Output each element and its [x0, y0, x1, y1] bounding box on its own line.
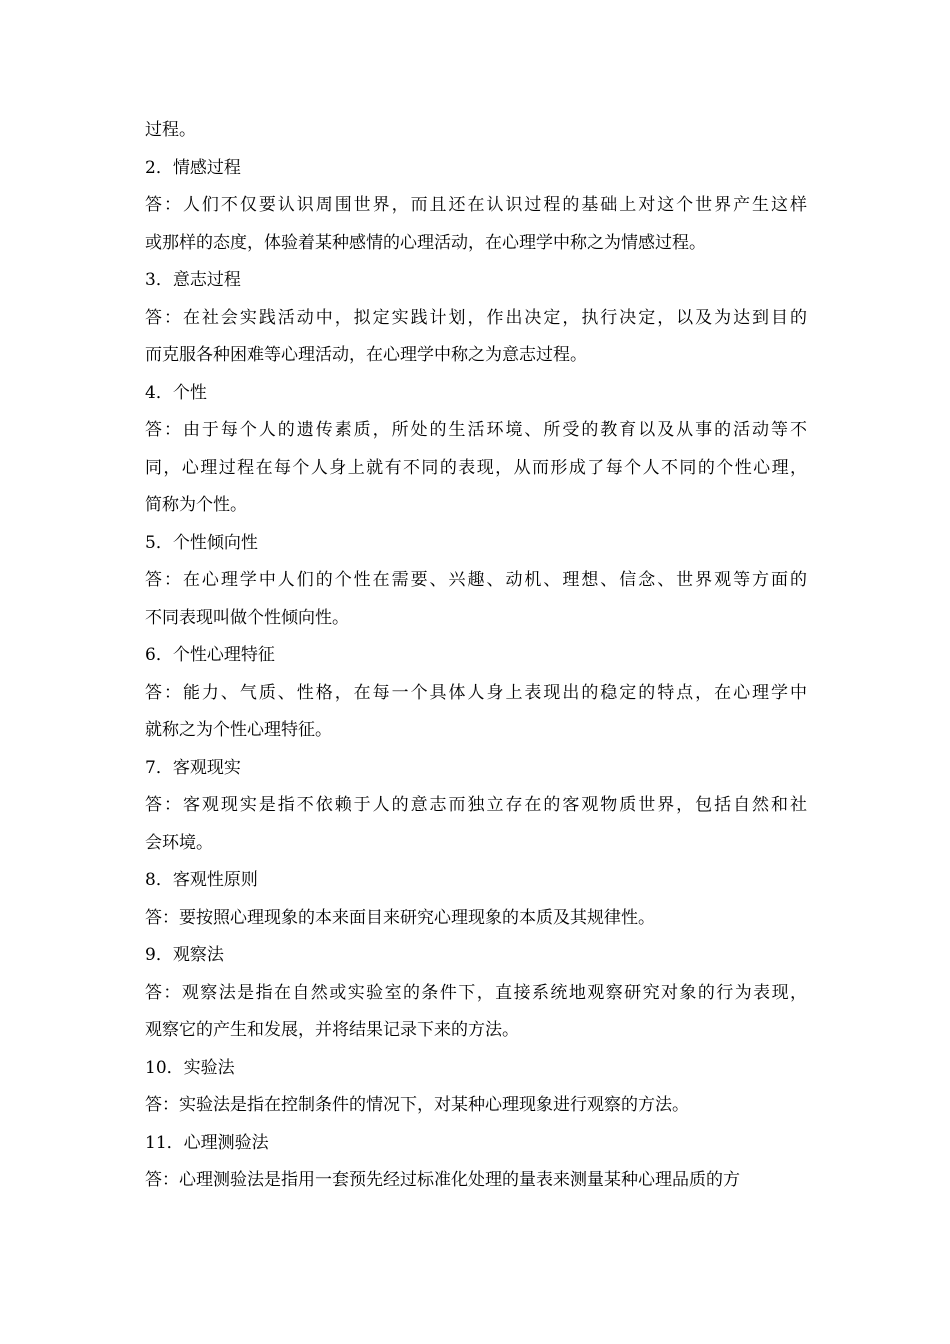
text-line: 答：人们不仅要认识周围世界，而且还在认识过程的基础上对这个世界产生这样 — [145, 195, 807, 215]
text-line: 答：在社会实践活动中，拟定实践计划，作出决定，执行决定，以及为达到目的 — [145, 307, 807, 328]
text-line: 4．个性 — [145, 382, 207, 403]
text-line: 10．实验法 — [145, 1057, 235, 1078]
text-line: 答：实验法是指在控制条件的情况下，对某种心理现象进行观察的方法。 — [145, 1095, 689, 1115]
text-line: 不同表现叫做个性倾向性。 — [145, 607, 349, 628]
text-line: 答：心理测验法是指用一套预先经过标准化处理的量表来测量某种心理品质的方 — [145, 1170, 740, 1190]
text-line: 简称为个性。 — [145, 495, 247, 515]
text-line: 就称之为个性心理特征。 — [145, 720, 332, 740]
text-line: 答：观察法是指在自然或实验室的条件下，直接系统地观察研究对象的行为表现， — [145, 982, 807, 1003]
text-line: 6．个性心理特征 — [145, 645, 275, 665]
text-line: 或那样的态度，体验着某种感情的心理活动，在心理学中称之为情感过程。 — [145, 232, 706, 253]
text-line: 3．意志过程 — [145, 270, 241, 290]
text-line: 5．个性倾向性 — [145, 532, 258, 553]
text-line: 答：由于每个人的遗传素质，所处的生活环境、所受的教育以及从事的活动等不 — [145, 420, 807, 440]
text-line: 答：客观现实是指不依赖于人的意志而独立存在的客观物质世界，包括自然和社 — [145, 795, 807, 815]
text-line: 答：要按照心理现象的本来面目来研究心理现象的本质及其规律性。 — [145, 907, 655, 928]
text-line: 9．观察法 — [145, 945, 224, 965]
text-line: 观察它的产生和发展，并将结果记录下来的方法。 — [145, 1020, 519, 1040]
text-line: 11．心理测验法 — [145, 1132, 269, 1153]
text-line: 2．情感过程 — [145, 157, 241, 178]
text-line: 答：能力、气质、性格，在每一个具体人身上表现出的稳定的特点，在心理学中 — [145, 682, 807, 703]
text-line: 过程。 — [145, 120, 196, 140]
text-line: 7．客观现实 — [145, 757, 241, 778]
text-line: 会环境。 — [145, 832, 213, 853]
text-line: 同，心理过程在每个人身上就有不同的表现，从而形成了每个人不同的个性心理， — [145, 457, 807, 478]
text-line: 8．客观性原则 — [145, 870, 258, 890]
document-body — [145, 112, 807, 1200]
text-line: 答：在心理学中人们的个性在需要、兴趣、动机、理想、信念、世界观等方面的 — [145, 570, 807, 590]
text-line: 而克服各种困难等心理活动，在心理学中称之为意志过程。 — [145, 345, 587, 365]
